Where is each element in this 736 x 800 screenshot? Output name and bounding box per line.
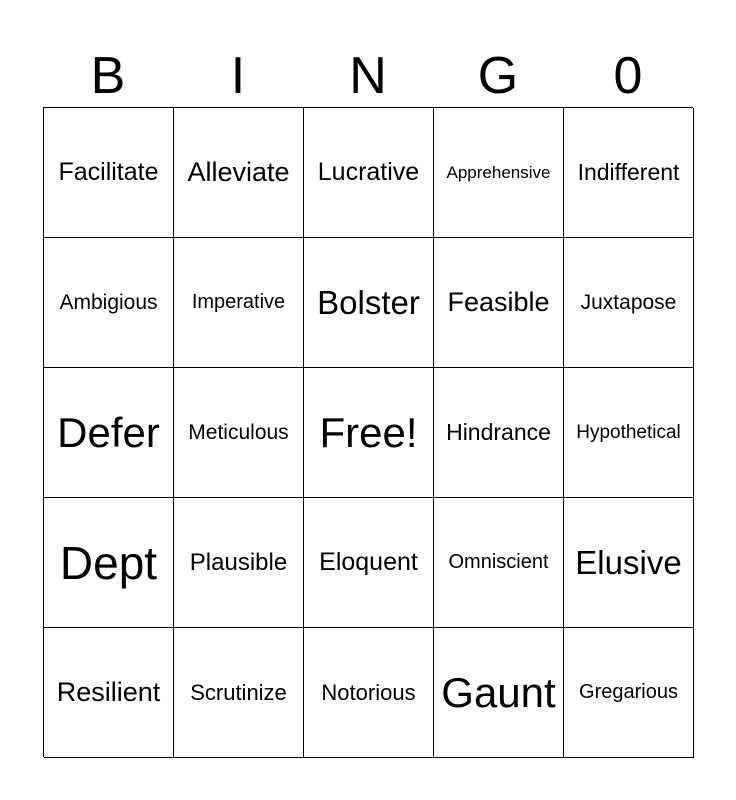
bingo-cell: Lucrative [304, 108, 434, 238]
bingo-cell: Dept [44, 498, 174, 628]
bingo-cell: Juxtapose [564, 238, 694, 368]
bingo-cell: Facilitate [44, 108, 174, 238]
bingo-cell-free: Free! [304, 368, 434, 498]
bingo-cell: Gregarious [564, 628, 694, 758]
bingo-cell: Bolster [304, 238, 434, 368]
bingo-cell: Ambigious [44, 238, 174, 368]
bingo-cell: Alleviate [174, 108, 304, 238]
bingo-cell: Gaunt [434, 628, 564, 758]
bingo-cell: Elusive [564, 498, 694, 628]
bingo-cell: Omniscient [434, 498, 564, 628]
bingo-cell: Eloquent [304, 498, 434, 628]
header-letter-o: 0 [613, 47, 643, 105]
bingo-cell: Notorious [304, 628, 434, 758]
bingo-header [43, 44, 693, 108]
bingo-cell: Feasible [434, 238, 564, 368]
bingo-cell: Hypothetical [564, 368, 694, 498]
bingo-cell: Apprehensive [434, 108, 564, 238]
header-letter-g: G [477, 47, 519, 105]
bingo-cell: Scrutinize [174, 628, 304, 758]
bingo-cell: Meticulous [174, 368, 304, 498]
bingo-cell: Plausible [174, 498, 304, 628]
bingo-cell: Hindrance [434, 368, 564, 498]
bingo-cell: Resilient [44, 628, 174, 758]
bingo-cell: Defer [44, 368, 174, 498]
header-letter-i: I [230, 47, 246, 105]
header-letter-b: B [90, 47, 126, 105]
bingo-board [43, 107, 693, 757]
bingo-cell: Imperative [174, 238, 304, 368]
header-letter-n: N [349, 47, 387, 105]
bingo-cell: Indifferent [564, 108, 694, 238]
